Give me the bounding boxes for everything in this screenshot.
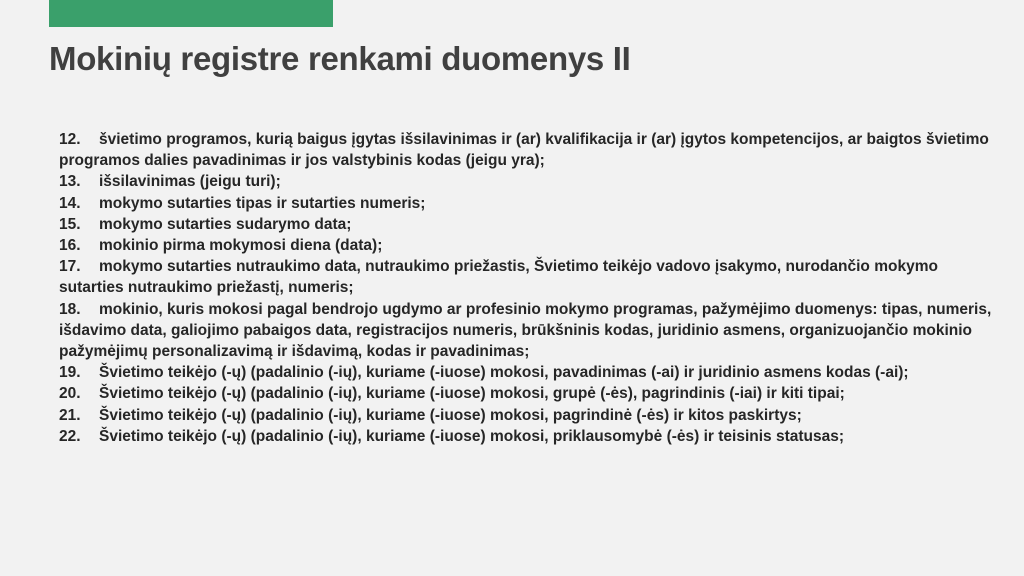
item-text: Švietimo teikėjo (-ų) (padalinio (-ių), kuriame (-iuose) mokosi, priklausomybė (-ės) ir teisinis statusas; [99,427,845,445]
list-item [59,405,1004,426]
item-number: 13. [59,173,81,191]
item-number: 15. [59,215,81,233]
item-number: 19. [59,364,81,382]
item-text: švietimo programos, kurią baigus įgytas išsilavinimas ir (ar) kvalifikacija ir (ar) įgytos kompetencijos, ar baigtos švietimo programos dalies pavadinimas ir jos valstybinis kodas (jeigu yra); [59,131,989,170]
list-item [59,235,1004,256]
list-item [59,171,1004,192]
item-number: 22. [59,427,81,445]
data-fields-list [59,129,1004,447]
list-item [59,299,1004,363]
list-item [59,362,1004,383]
item-text: Švietimo teikėjo (-ų) (padalinio (-ių), kuriame (-iuose) mokosi, pavadinimas (-ai) ir juridinio asmens kodas (-ai); [99,364,909,382]
slide-title: Mokinių registre renkami duomenys II [49,40,631,77]
item-text: mokymo sutarties nutraukimo data, nutraukimo priežastis, Švietimo teikėjo vadovo įsakymo, nurodančio mokymo sutarties nutraukimo priežastį, numeris; [59,258,938,297]
item-text: mokymo sutarties tipas ir sutarties numeris; [99,194,426,212]
item-text: mokinio pirma mokymosi diena (data); [99,237,383,255]
list-item [59,426,1004,447]
item-text: mokymo sutarties sudarymo data; [99,215,352,233]
item-number: 12. [59,131,81,148]
item-number: 16. [59,237,81,255]
item-text: mokinio, kuris mokosi pagal bendrojo ugdymo ar profesinio mokymo programas, pažymėjimo duomenys: tipas, numeris, išdavimo data, galiojimo pabaigos data, registracijos numeris, brūkšninis kodas, juridinio asmens, organizuojančio mokinio pažymėjimų personalizavimą ir išdavimą, kodas ir pavadinimas; [59,300,992,361]
list-item [59,256,1004,298]
list-item [59,214,1004,235]
item-text: išsilavinimas (jeigu turi); [99,173,281,191]
list-item [59,383,1004,404]
item-number: 20. [59,385,81,403]
item-number: 14. [59,194,81,212]
list-item [59,193,1004,214]
list-item [59,129,1004,171]
accent-bar [49,0,333,27]
item-number: 21. [59,406,81,424]
item-number: 18. [59,300,81,318]
item-text: Švietimo teikėjo (-ų) (padalinio (-ių), kuriame (-iuose) mokosi, grupė (-ės), pagrindinis (-iai) ir kiti tipai; [99,385,845,403]
item-number: 17. [59,258,81,276]
item-text: Švietimo teikėjo (-ų) (padalinio (-ių), kuriame (-iuose) mokosi, pagrindinė (-ės) ir kitos paskirtys; [99,406,802,424]
